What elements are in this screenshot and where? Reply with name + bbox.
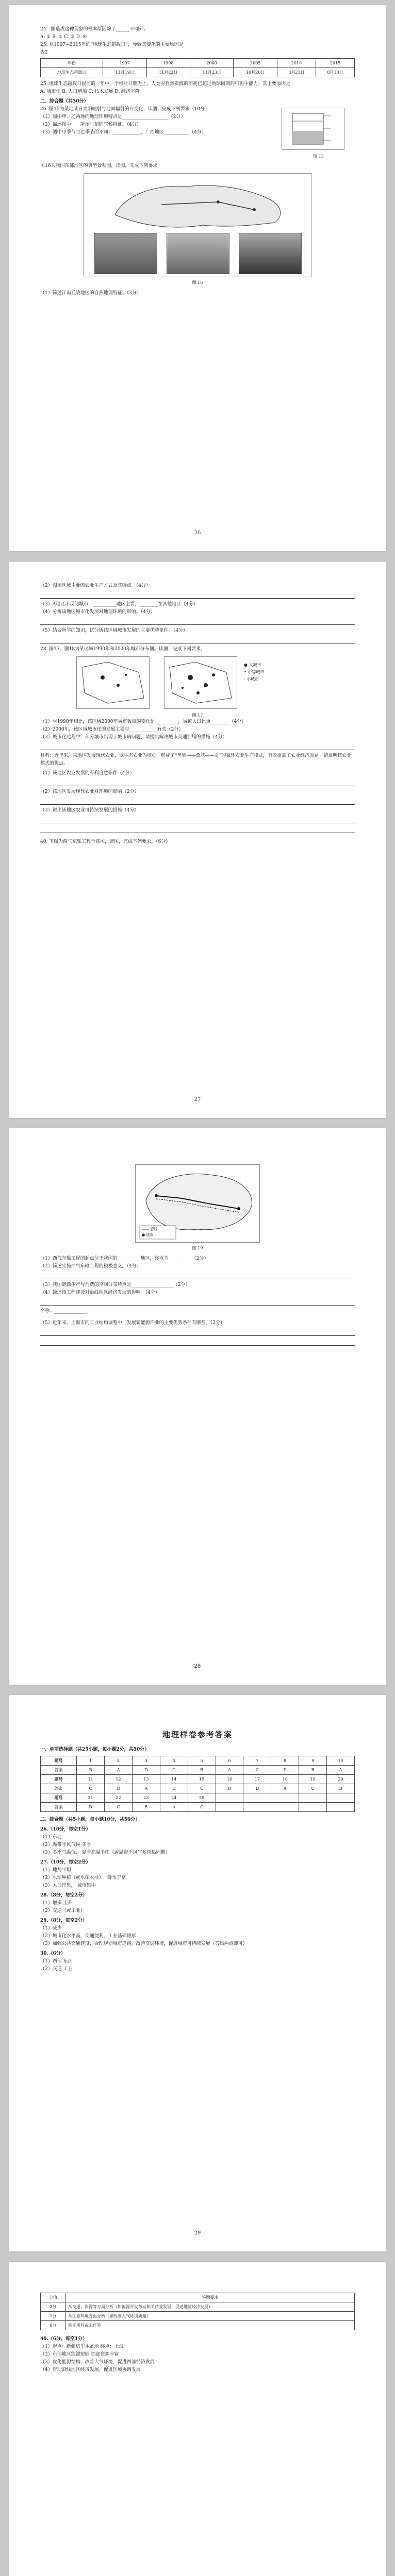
table-cell: 9 [299, 1756, 327, 1766]
table-cell: 8月21日 [277, 68, 316, 77]
answer-line: （1）起点：新疆塔里木盆地 终点：上海 [40, 2344, 124, 2349]
page-number: 27 [194, 1097, 201, 1103]
table-cell [271, 1803, 299, 1812]
question-line: （5）结合所学的知识，试分析该区域城市发展的主要优势条件。（4分） [40, 628, 188, 633]
answer-rule [40, 816, 355, 823]
table-cell: 13 [132, 1775, 160, 1784]
table-label: 表2 [40, 50, 48, 55]
table-cell: 1997 [103, 59, 146, 68]
answer-rule [40, 825, 355, 833]
answer-line: （1）东北 [40, 1835, 62, 1840]
table-cell: A [132, 1784, 160, 1793]
question-line: （4）简述该工程建设对沿线地区经济发展的影响。（4分） [40, 1290, 160, 1295]
table-cell: B [105, 1784, 133, 1793]
map-legend [142, 1227, 157, 1238]
answer-rule [40, 636, 355, 643]
question-line: （2）描述图中____所示时刻的气候特征。（4分） [40, 122, 141, 127]
table-cell: 3 [132, 1756, 160, 1766]
page-2-content [40, 582, 355, 846]
table-cell: C [105, 1803, 133, 1812]
legend-label: 小城市 [246, 677, 259, 682]
table-cell: C [77, 1784, 105, 1793]
answer-line: 30.（6分） [40, 1951, 65, 1956]
table-row [41, 1784, 355, 1793]
table-cell: 4 [160, 1756, 188, 1766]
question-line: （3）A地区出现的城市，__________地区主要，________在其他地区（4分） [40, 602, 198, 607]
answer-line: （1）增多 上升 [40, 1901, 73, 1906]
table-cell: 24 [160, 1793, 188, 1803]
answer-rule [40, 742, 355, 750]
table-cell: 2015 [316, 59, 354, 68]
table-cell: B [299, 1766, 327, 1775]
city-dots-icon [77, 657, 149, 708]
figure-19-map [135, 1164, 260, 1243]
table-cell: 2分 [41, 2302, 66, 2312]
table-cell: 1 [77, 1756, 105, 1766]
map-legend [244, 662, 264, 683]
answer-rule [40, 1328, 355, 1336]
figure-15 [282, 108, 344, 150]
table-cell: 10月20日 [234, 68, 277, 77]
radiation-chart-icon [282, 108, 344, 149]
table-cell: B [216, 1784, 243, 1793]
question-line: 25. 从1997~2015年的“地球生态超载日”，导致其变化的主要原因是 [40, 42, 184, 47]
table-cell: 21 [77, 1793, 105, 1803]
table-cell: 2 [105, 1756, 133, 1766]
table-cell: 1分 [41, 2312, 66, 2321]
figure-caption: 图 19 [192, 1246, 203, 1250]
table-cell: 年份 [41, 59, 103, 68]
page-3-content [40, 1149, 355, 1348]
table-cell: D [160, 1784, 188, 1793]
table-row-label: 题号 [41, 1775, 77, 1784]
page-1-content [40, 26, 355, 297]
question-line: （1）简述江南丘陵地区的自然地理特征。（3分） [40, 291, 141, 296]
legend-item: • 中等城市 [244, 670, 265, 674]
table-cell: C [188, 1784, 216, 1793]
page-1 [9, 5, 386, 551]
answer-line: （2）东部地区能源短缺 西部资源丰富 [40, 2352, 119, 2357]
table-cell [299, 1793, 327, 1803]
question-line: （1）图中甲、乙两地的地理环境特点是____________________（2分） [40, 114, 186, 120]
table-cell: 8月13日 [316, 68, 354, 77]
question-line: （1）该地区农业发展的有利自然条件（4分） [40, 771, 135, 776]
q26-block [40, 106, 355, 162]
figure-caption: 图 17 [192, 713, 203, 718]
answer-line: （1）地势平坦 [40, 1868, 71, 1873]
table-cell: 22 [105, 1793, 133, 1803]
table-cell: 25 [188, 1793, 216, 1803]
table-cell [243, 1803, 271, 1812]
table-cell: B [327, 1784, 355, 1793]
table-cell: 0分 [41, 2321, 66, 2330]
table-cell [327, 1803, 355, 1812]
table-cell: 2010 [277, 59, 316, 68]
answer-table [40, 1756, 355, 1812]
answer-line: （3）优化能源结构，改善大气环境，促进西部经济发展 [40, 2360, 155, 2365]
table-row [41, 1793, 355, 1803]
table-row [41, 1803, 355, 1812]
table-cell: D [243, 1784, 271, 1793]
table-header-row [41, 2293, 355, 2302]
table-cell: 答非所问或未作答 [66, 2321, 355, 2330]
answer-line: （2）城市化水平高，交通便利，工业基础雄厚 [40, 1934, 136, 1939]
question-line: A. ① B. ② C. ③ D. ④ [40, 35, 87, 40]
table-cell: 15 [188, 1775, 216, 1784]
answer-rule [40, 797, 355, 805]
answer-line: 26.（10分，每空1分） [40, 1827, 91, 1832]
answer-line: （3）加强公共交通建设，合理规划城市道路，改善交通环境，促进城市可持续发展（答出两点即可） [40, 1941, 248, 1946]
table-cell: C [299, 1784, 327, 1793]
question-line: （1）西气东输工程的起点位于我国的__________地区，终点为__________（2分） [40, 1256, 209, 1261]
table-cell: D [77, 1803, 105, 1812]
table-cell: 19 [299, 1775, 327, 1784]
section-heading: 一、单项选择题（共25小题，每小题2分，共50分） [40, 1747, 150, 1752]
question-line: （4）分析该地区城市化发展对地理环境的影响。（4分） [40, 609, 155, 615]
table-row [41, 1766, 355, 1775]
figure-17-block [40, 656, 355, 718]
table-cell [271, 1793, 299, 1803]
answer-line: （2）交通（或工业） [40, 1908, 85, 1913]
figure-caption: 图 15 [313, 154, 324, 159]
table-row-label: 题号 [41, 1756, 77, 1766]
city-map-2000 [164, 656, 237, 709]
question-line: （3）说出该地区农业可持续发展的措施（4分） [40, 808, 139, 813]
legend-item: · 小城市 [244, 677, 259, 682]
question-line: （3）我国能源生产与消费的空间分布特点是__________________（2分） [40, 1282, 190, 1287]
table-cell: C [188, 1803, 216, 1812]
china-map-icon [84, 174, 311, 230]
legend-label: —— 管线 [142, 1227, 158, 1231]
legend-label: 大城市 [249, 663, 261, 667]
question-line: 24．图造成这种现象的根本原因除了______不同外。 [40, 27, 149, 32]
city-dots-icon [164, 657, 237, 708]
answer-line: 28.（8分，每空2分） [40, 1893, 88, 1898]
table-row-label: 答案 [41, 1803, 77, 1812]
question-line: （1）与1990年相比，该区域2000年城市数量的变化是__________，城镇人口比重________（4分） [40, 719, 246, 724]
landscape-photo-c [239, 233, 302, 274]
table-row [41, 2321, 355, 2330]
table-cell: 23 [132, 1793, 160, 1803]
table-row [41, 1756, 355, 1766]
answer-rule [40, 617, 355, 625]
table-cell: B [132, 1803, 160, 1812]
table-cell: 20 [327, 1775, 355, 1784]
table-cell: 11月23日 [190, 68, 233, 77]
answer-line: 27.（10分，每空2分） [40, 1860, 91, 1865]
answer-heading: 40.（6分，每空1分） [40, 2336, 88, 2342]
table-cell: 2005 [234, 59, 277, 68]
legend-label: 中等城市 [248, 670, 265, 674]
table-cell: 答题要求 [66, 2293, 355, 2302]
table-cell: 2000 [190, 59, 233, 68]
answer-line: （3）冬季气温低， 夏季高温多雨（或温带季风气候雨热同期） [40, 1850, 170, 1855]
table-row [41, 1775, 355, 1784]
table-cell: 5 [188, 1756, 216, 1766]
page-4-content [40, 1716, 355, 1973]
table-cell [299, 1803, 327, 1812]
material-paragraph: 材料：近年来，某地区发展现代农业，以生态农业为核心，形成了“鱼塘——桑基——蚕”的循环农业生产模式，有效提高了农业经济效益。请说明该农业模式的优点。 [40, 753, 352, 766]
legend-item: ● 大城市 [244, 663, 261, 667]
table-row-label: 答案 [41, 1766, 77, 1775]
city-map-1990 [76, 656, 150, 709]
question-line: （2）该地区发展现代农业对环境的影响（2分） [40, 789, 139, 794]
question-line: （2）图示区域主要的农业生产方式及其特点。（4分） [40, 583, 151, 588]
page-4 [9, 1695, 386, 2251]
table-cell: A [105, 1766, 133, 1775]
table-cell: A [327, 1766, 355, 1775]
figure-16 [84, 173, 311, 277]
question-line: （3）城市化过程中，部分城市出现了城市病问题，请提出解决城市交通拥堵的措施（4分） [40, 735, 227, 740]
question-line: （3）图中甲季节与乙季节的不同：____________，广西地区___________（4分） [40, 130, 206, 135]
table-cell: 12 [105, 1775, 133, 1784]
answer-rule [40, 1338, 355, 1346]
legend-label: ● 城市 [142, 1233, 154, 1237]
answer-key-title: 地理样卷参考答案 [162, 1730, 233, 1739]
table-row-label: 题号 [41, 1793, 77, 1803]
answer-line: 二、综合题（共5小题，每小题10分，共50分） [40, 1817, 140, 1822]
page-5 [9, 2262, 386, 2576]
page-5-content [40, 2282, 355, 2374]
answer-rule [40, 591, 355, 599]
section-heading: 二、综合题（共50分） [40, 99, 89, 104]
table-cell: 16 [216, 1775, 243, 1784]
table-cell: 14 [160, 1775, 188, 1784]
scoring-table [40, 2293, 355, 2330]
table-cell: A [160, 1803, 188, 1812]
table-cell: C [160, 1766, 188, 1775]
question-line: 图16为我国东部地区的典型景观图，读图，完成下列要求。 [40, 163, 162, 168]
table-cell: 18 [271, 1775, 299, 1784]
table-cell: 1998 [146, 59, 190, 68]
figure-caption: 图 16 [192, 280, 203, 285]
question-line: （2）2000年，该区域城市化的发展主要与____________有关（2分） [40, 727, 184, 732]
table-cell [216, 1793, 243, 1803]
answer-line: （1）减少 [40, 1926, 62, 1931]
table-header-row [41, 59, 355, 68]
table-cell: 7 [243, 1756, 271, 1766]
table-cell: A [216, 1766, 243, 1775]
answer-line: （2）温带季风气候 冬季 [40, 1842, 91, 1848]
question-line: 25. 地球生态超载日提前的一年中一个相对日期为止，人类对自然资源的消耗已超过地球同期的可再生能力。其主要原因是 [40, 81, 291, 87]
question-line: 名称：______________ [40, 1309, 87, 1314]
page-number: 29 [194, 2230, 201, 2236]
table-row [41, 2302, 355, 2312]
page-number: 28 [194, 1664, 201, 1669]
question-line: 26. 图15为某地某日太阳辐射与地面辐射的日变化，读图，完成下列要求（10分） [40, 107, 210, 112]
table-cell: 8 [271, 1756, 299, 1766]
table-cell: 从生态环境方面分析（如改善大气环境质量） [66, 2312, 355, 2321]
table-cell: 分值 [41, 2293, 66, 2302]
table-cell: 地球生态超载日 [41, 68, 103, 77]
page-2 [9, 562, 386, 1118]
answer-line: （4）带动沿线地区经济发展，促进区域协调发展 [40, 2367, 141, 2372]
table-cell: C [243, 1766, 271, 1775]
question-line: 28. 图17、图18为某区域1990年和2000年城市分布图。读图，完成下列要求。 [40, 647, 205, 652]
table-row [41, 2312, 355, 2321]
table-cell [327, 1793, 355, 1803]
answer-list [40, 1816, 355, 1973]
page-number: 26 [194, 530, 201, 536]
landscape-photo-a [94, 233, 157, 274]
answer-rule [40, 1298, 355, 1306]
question-line: 40. 下图为西气东输工程示意图，读图，完成下列要求。（6分） [40, 839, 171, 844]
answer-line: （2）水稻种植（或水田农业）， 降水丰富 [40, 1875, 126, 1880]
table-cell: B [188, 1766, 216, 1775]
table-cell [243, 1793, 271, 1803]
table-cell [216, 1803, 243, 1812]
answer-line: （2）交通 工业 [40, 1967, 73, 1972]
table-row [41, 68, 355, 77]
table-cell: 6 [216, 1756, 243, 1766]
overshoot-day-table [40, 58, 355, 77]
answer-rule [40, 1272, 355, 1279]
table-cell: 11月22日 [146, 68, 190, 77]
table-cell: D [271, 1766, 299, 1775]
table-cell: B [77, 1766, 105, 1775]
table-cell: D [132, 1766, 160, 1775]
table-cell: A [271, 1784, 299, 1793]
question-line: （5）近年来，上海市的工业结构调整中，发展新能源产业的主要优势条件有哪些。（2分） [40, 1320, 225, 1326]
page-3 [9, 1128, 386, 1685]
answer-line: （3）人口密集， 城市集中 [40, 1883, 96, 1888]
table-cell: 11月19日 [103, 68, 146, 77]
landscape-photo-b [167, 233, 229, 274]
table-cell: 从交通、资源等方面分析（如能源开发带动相关产业发展，促进地区经济发展） [66, 2302, 355, 2312]
table-cell: 10 [327, 1756, 355, 1766]
question-line: （2）简述实施西气东输工程的积极意义。（4分） [40, 1264, 141, 1269]
answer-line: （1）西部 东部 [40, 1959, 73, 1964]
table-row-label: 答案 [41, 1784, 77, 1793]
table-cell: 17 [243, 1775, 271, 1784]
answer-rule [40, 778, 355, 786]
table-cell: 11 [77, 1775, 105, 1784]
question-options: A. 城市化 B. 人口增加 C. 技术发展 D. 经济下降 [40, 89, 140, 94]
answer-line: 29.（8分，每空2分） [40, 1918, 88, 1923]
